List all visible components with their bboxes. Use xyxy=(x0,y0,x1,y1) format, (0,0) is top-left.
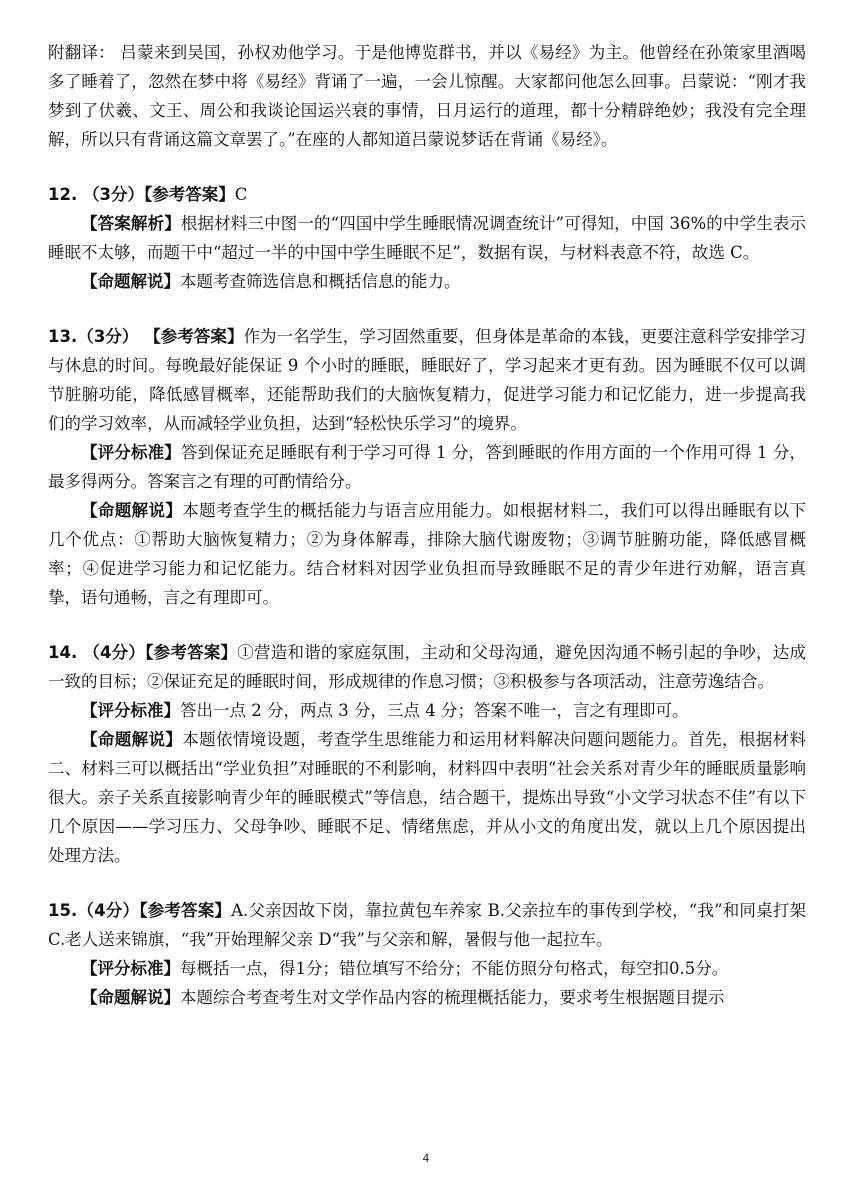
question-number: 14. xyxy=(48,643,78,662)
section-gap xyxy=(48,154,806,180)
answer-tag: 【参考答案】 xyxy=(139,901,232,920)
intent-tag: 【命题解说】 xyxy=(81,501,183,520)
intent-text: 本题考查学生的概括能力与语言应用能力。如根据材料二，我们可以得出睡眠有以下几个优点：①帮助大脑恢复精力；②为身体解毒，排除大脑代谢废物；③调节脏腑功能，降低感冒概率；④促进学习能力和记忆能力。结合材料对因学业负担而导致睡眠不足的青少年进行劝解，语言真挚，语句通畅，言之有理即可。 xyxy=(48,501,807,607)
section-gap xyxy=(48,870,806,896)
question-15-intent xyxy=(48,983,806,1012)
section-gap xyxy=(48,296,806,322)
question-score: （3分） xyxy=(77,185,144,204)
intent-tag: 【命题解说】 xyxy=(81,730,183,749)
scoring-tag: 【评分标准】 xyxy=(81,701,180,720)
answer-text: A.父亲因故下岗，靠拉黄包车养家 B.父亲拉车的事传到学校，“我”和同桌打架 C.老人送来锦旗，“我”开始理解父亲 D“我”与父亲和解，暑假与他一起拉车。 xyxy=(48,901,807,949)
section-gap xyxy=(48,612,806,638)
intent-text: 本题考查筛选信息和概括信息的能力。 xyxy=(180,272,461,291)
answer-tag: 【参考答案】 xyxy=(145,643,238,662)
intent-text: 本题依情境设题，考查学生思维能力和运用材料解决问题问题能力。首先，根据材料二、材料三可以概括出“学业负担”对睡眠的不利影响，材料四中表明“社会关系对青少年的睡眠质量影响很大。亲子关系直接影响青少年的睡眠模式”等信息，结合题干，提炼出导致“小文学习状态不佳”有以下几个原因——学习压力、父母争吵、睡眠不足、情绪焦虑，并从小文的角度出发，就以上几个原因提出处理方法。 xyxy=(48,730,807,865)
scoring-text: 每概括一点，得1分；错位填写不给分；不能仿照分句格式，每空扣0.5分。 xyxy=(180,959,729,978)
analysis-text: 根据材料三中图一的“四国中学生睡眠情况调查统计”可得知，中国 36%的中学生表示睡眠不太够，而题干中“超过一半的中国中学生睡眠不足”，数据有误，与材料表意不符，故选 C。 xyxy=(48,214,807,262)
analysis-tag: 【答案解析】 xyxy=(81,214,181,233)
scoring-tag: 【评分标准】 xyxy=(81,443,181,462)
translation-paragraph xyxy=(48,38,806,154)
intent-tag: 【命题解说】 xyxy=(81,988,180,1007)
answer-tag: 【参考答案】 xyxy=(138,327,244,346)
question-score: （3分） xyxy=(77,327,139,346)
answer-text: C xyxy=(234,185,248,204)
question-13-intent xyxy=(48,496,806,612)
question-13-answer xyxy=(48,322,806,438)
answer-text: 作为一名学生，学习固然重要，但身体是革命的本钱，更要注意科学安排学习与休息的时间。每晚最好能保证 9 个小时的睡眠，睡眠好了，学习起来才更有劲。因为睡眠不仅可以调节脏腑功能，降低感冒概率，还能帮助我们的大脑恢复精力，促进学习能力和记忆能力，进一步提高我们的学习效率，从而减轻学业负担，达到“轻松快乐学习”的境界。 xyxy=(48,327,807,433)
scoring-text: 答出一点 2 分，两点 3 分，三点 4 分；答案不唯一，言之有理即可。 xyxy=(180,701,689,720)
question-score: （4分） xyxy=(77,901,140,920)
question-12-answer xyxy=(48,180,806,209)
translation-label: 附翻译： xyxy=(48,43,115,62)
question-14-answer xyxy=(48,638,806,696)
question-number: 12. xyxy=(48,185,78,204)
question-13-scoring xyxy=(48,438,806,496)
question-15-scoring xyxy=(48,954,806,983)
translation-text: 吕蒙来到吴国，孙权劝他学习。于是他博览群书，并以《易经》为主。他曾经在孙策家里酒喝多了睡着了，忽然在梦中将《易经》背诵了一遍，一会儿惊醒。大家都问他怎么回事。吕蒙说：“刚才我梦到了伏羲、文王、周公和我谈论国运兴衰的事情，日月运行的道理，都十分精辟绝妙；我没有完全理解，所以只有背诵这篇文章罢了。”在座的人都知道吕蒙说梦话在背诵《易经》。 xyxy=(48,43,807,149)
question-15-answer xyxy=(48,896,806,954)
intent-text: 本题综合考查考生对文学作品内容的梳理概括能力，要求考生根据题目提示 xyxy=(180,988,725,1007)
page-number: 4 xyxy=(422,1152,430,1165)
intent-tag: 【命题解说】 xyxy=(81,272,180,291)
document-page xyxy=(48,38,806,1012)
question-12-analysis xyxy=(48,209,806,267)
scoring-text: 答到保证充足睡眠有利于学习可得 1 分，答到睡眠的作用方面的一个作用可得 1 分，最多得两分。答案言之有理的可酌情给分。 xyxy=(48,443,806,491)
answer-text: ①营造和谐的家庭氛围，主动和父母沟通，避免因沟通不畅引起的争吵，达成一致的目标；②保证充足的睡眠时间，形成规律的作息习惯；③积极参与各项活动，注意劳逸结合。 xyxy=(48,643,807,691)
answer-tag: 【参考答案】 xyxy=(143,185,235,204)
question-14-intent xyxy=(48,725,806,870)
scoring-tag: 【评分标准】 xyxy=(81,959,180,978)
question-number: 15. xyxy=(48,901,78,920)
question-score: （4分） xyxy=(77,643,146,662)
question-number: 13. xyxy=(48,327,78,346)
question-12-intent xyxy=(48,267,806,296)
question-14-scoring xyxy=(48,696,806,725)
